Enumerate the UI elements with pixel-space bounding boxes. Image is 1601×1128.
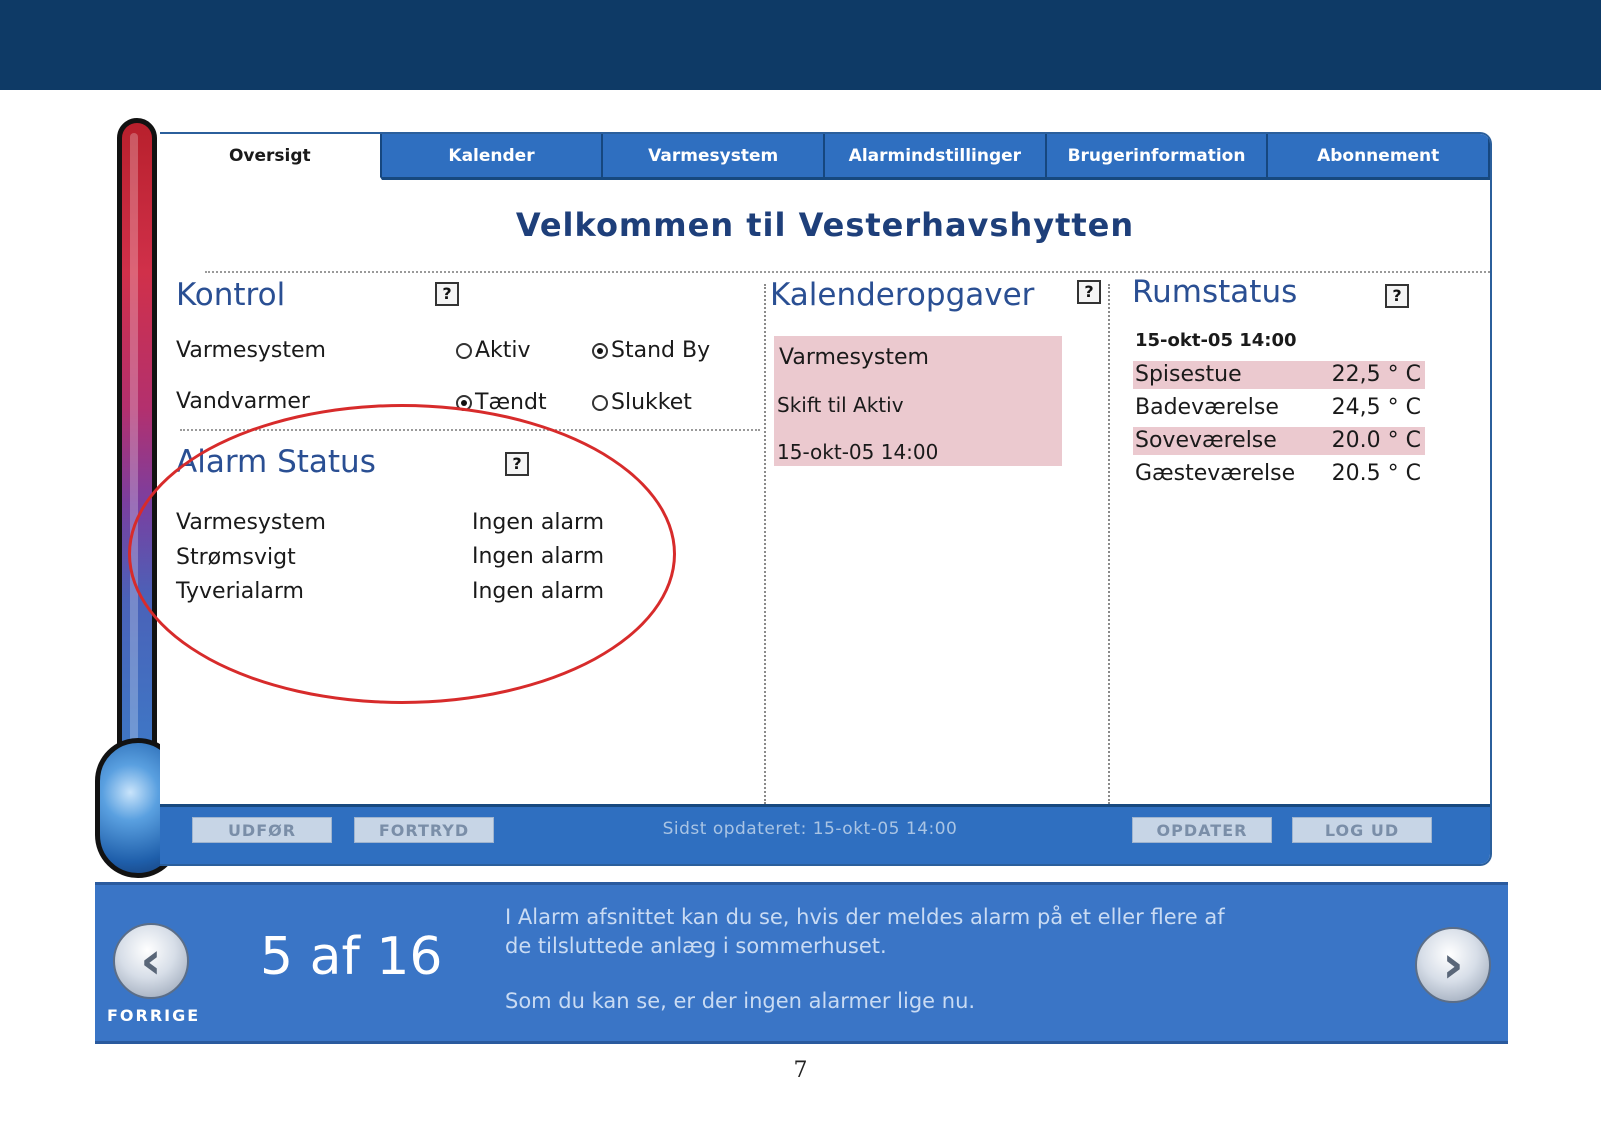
alarm-label-stromsvigt: Strømsvigt — [176, 545, 296, 570]
room-temp: 20.0 ° C — [1331, 428, 1421, 453]
alarm-label-tyverialarm: Tyverialarm — [176, 579, 304, 604]
room-name: Soveværelse — [1135, 428, 1277, 453]
radio-label: Aktiv — [475, 338, 531, 363]
room-name: Spisestue — [1135, 362, 1242, 387]
page-number: 7 — [793, 1058, 808, 1083]
help-icon[interactable]: ? — [435, 282, 459, 306]
rumstatus-timestamp: 15-okt-05 14:00 — [1135, 330, 1297, 351]
room-name: Gæsteværelse — [1135, 461, 1296, 486]
room-temp: 20.5 ° C — [1331, 461, 1421, 486]
tab-oversigt[interactable]: Oversigt — [160, 134, 382, 180]
tab-alarmindstillinger[interactable]: Alarmindstillinger — [825, 134, 1047, 177]
alarm-value-tyverialarm: Ingen alarm — [472, 579, 605, 604]
prev-arrow-icon: ‹ — [140, 931, 162, 991]
alarm-value-varmesystem: Ingen alarm — [472, 510, 605, 535]
column-divider — [764, 284, 766, 804]
room-temp: 24,5 ° C — [1331, 395, 1421, 420]
caption-strip — [95, 882, 1508, 1044]
rumstatus-title: Rumstatus — [1132, 274, 1298, 310]
column-divider — [1108, 284, 1110, 804]
main-panel — [160, 132, 1492, 866]
radio-label: Tændt — [475, 390, 547, 415]
kontrol-label-vandvarmer: Vandvarmer — [176, 389, 310, 414]
caption-text: I Alarm afsnittet kan du se, hvis der meldes alarm på et eller flere af de tilsluttede anlæg i sommerhuset. — [505, 905, 1225, 958]
log-ud-button[interactable]: LOG UD — [1292, 817, 1432, 843]
room-row — [1133, 460, 1425, 488]
radio-label: Stand By — [611, 338, 711, 363]
page-title: Velkommen til Vesterhavshytten — [515, 206, 1135, 244]
next-arrow-icon: › — [1442, 935, 1464, 995]
kalenderopgaver-title: Kalenderopgaver — [770, 277, 1035, 313]
alarm-status-title: Alarm Status — [176, 444, 376, 480]
tab-kalender[interactable]: Kalender — [382, 134, 604, 177]
radio-icon — [456, 395, 472, 411]
fortryd-button[interactable]: FORTRYD — [354, 817, 494, 843]
divider — [180, 429, 760, 431]
udfor-button[interactable]: UDFØR — [192, 817, 332, 843]
radio-icon — [456, 343, 472, 359]
prev-label: FORRIGE — [107, 1006, 201, 1025]
prev-button[interactable] — [113, 923, 189, 999]
slide-counter: 5 af 16 — [260, 927, 443, 987]
thermometer-tube — [117, 118, 157, 808]
radio-label: Slukket — [611, 390, 692, 415]
tab-brugerinformation[interactable]: Brugerinformation — [1047, 134, 1269, 177]
radio-vandvarmer-slukket[interactable] — [592, 390, 692, 415]
tab-abonnement[interactable]: Abonnement — [1268, 134, 1490, 177]
tab-bar — [160, 134, 1490, 180]
alarm-label-varmesystem: Varmesystem — [176, 510, 326, 535]
help-icon[interactable]: ? — [1077, 280, 1101, 304]
kontrol-label-varmesystem: Varmesystem — [176, 338, 326, 363]
divider — [205, 271, 1490, 273]
radio-vandvarmer-taendt[interactable] — [456, 390, 547, 415]
room-row — [1133, 394, 1425, 422]
room-temp: 22,5 ° C — [1331, 362, 1421, 387]
last-updated-status: Sidst opdateret: 15-okt-05 14:00 — [662, 819, 958, 839]
caption-text-secondary: Som du kan se, er der ingen alarmer lige nu. — [505, 989, 976, 1013]
alarm-value-stromsvigt: Ingen alarm — [472, 544, 605, 569]
calendar-task-action: Skift til Aktiv — [777, 393, 904, 417]
opdater-button[interactable]: OPDATER — [1132, 817, 1272, 843]
tab-varmesystem[interactable]: Varmesystem — [603, 134, 825, 177]
help-icon[interactable]: ? — [505, 452, 529, 476]
top-banner — [0, 0, 1601, 90]
kontrol-title: Kontrol — [176, 277, 286, 313]
radio-icon — [592, 395, 608, 411]
radio-varmesystem-standby[interactable] — [592, 338, 710, 363]
room-row — [1133, 427, 1425, 455]
help-icon[interactable]: ? — [1385, 284, 1409, 308]
next-button[interactable] — [1415, 927, 1491, 1003]
room-name: Badeværelse — [1135, 395, 1279, 420]
calendar-task-time: 15-okt-05 14:00 — [777, 440, 939, 464]
radio-icon — [592, 343, 608, 359]
radio-varmesystem-aktiv[interactable] — [456, 338, 531, 363]
calendar-task[interactable] — [774, 336, 1062, 466]
bottom-toolbar — [160, 804, 1490, 866]
calendar-task-system: Varmesystem — [779, 345, 929, 370]
room-row — [1133, 361, 1425, 389]
